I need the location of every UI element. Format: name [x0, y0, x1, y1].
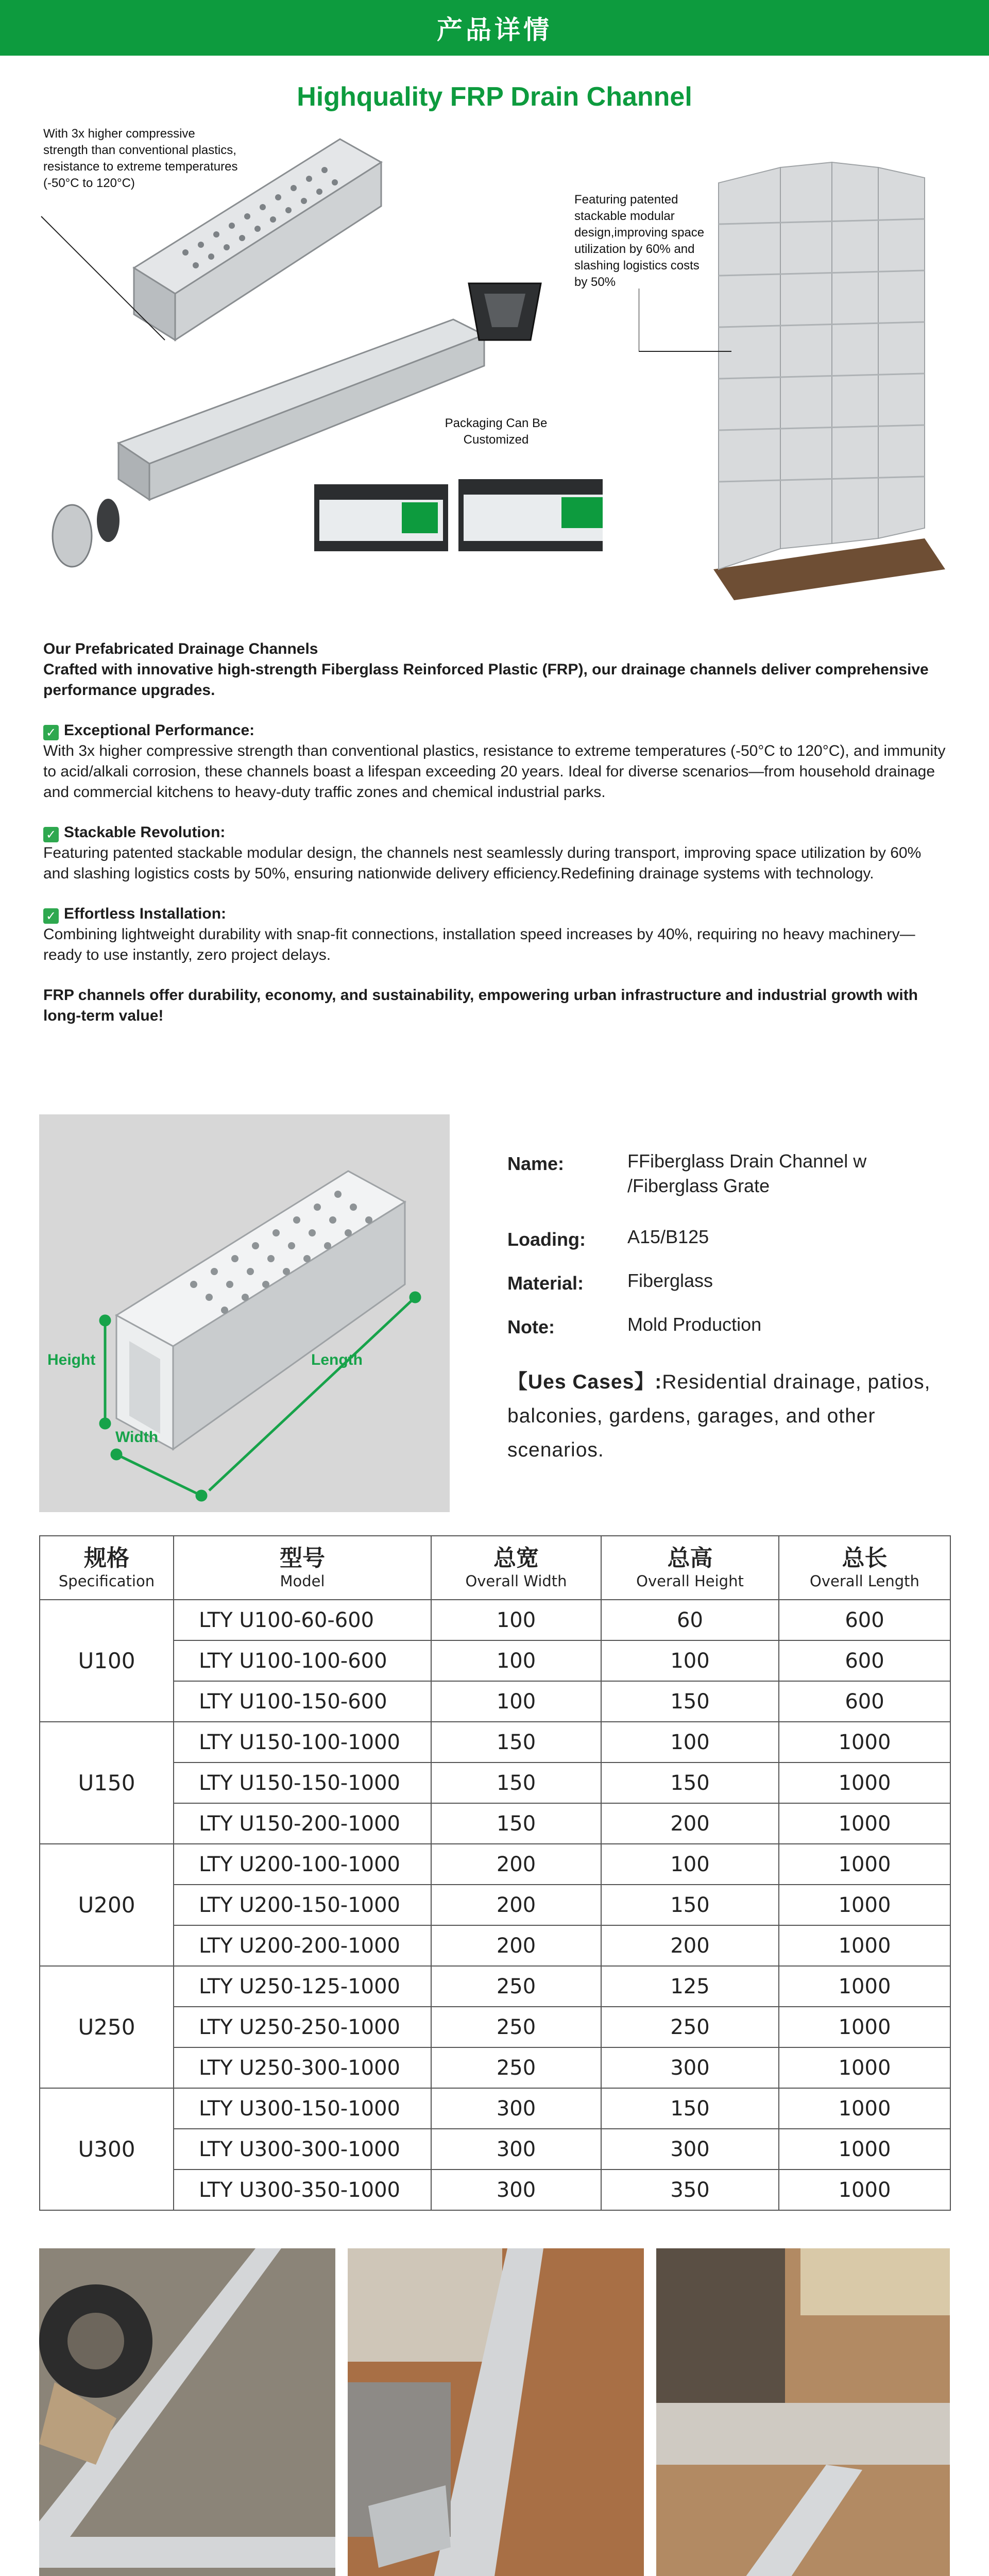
- width-cell: 250: [431, 2007, 601, 2047]
- width-cell: 100: [431, 1600, 601, 1640]
- product-hero-illustration: [31, 124, 603, 587]
- model-cell: LTY U150-200-1000: [174, 1803, 431, 1844]
- install-photo-3: [656, 2248, 950, 2576]
- page-banner: 产品详情: [0, 0, 989, 56]
- spec-material-label: Material:: [507, 1273, 584, 1294]
- table-row: [40, 1966, 950, 2007]
- height-cell: 125: [601, 1966, 779, 2007]
- table-row: [40, 2088, 950, 2129]
- width-cell: 250: [431, 1966, 601, 2007]
- height-cell: 200: [601, 1803, 779, 1844]
- feature-title-stackable: ✓ Stackable Revolution:: [43, 822, 950, 843]
- width-cell: 150: [431, 1722, 601, 1762]
- check-icon: ✓: [43, 908, 59, 924]
- model-cell: LTY U200-150-1000: [174, 1885, 431, 1925]
- table-header-row: [40, 1536, 950, 1600]
- table-row: [40, 2170, 950, 2210]
- width-cell: 100: [431, 1681, 601, 1722]
- length-cell: 1000: [779, 1722, 950, 1762]
- width-cell: 200: [431, 1925, 601, 1966]
- length-cell: 1000: [779, 1966, 950, 2007]
- width-label: Width: [115, 1429, 159, 1446]
- height-cell: 150: [601, 2088, 779, 2129]
- table-row: [40, 2007, 950, 2047]
- spec-cell: U150: [40, 1722, 174, 1844]
- col-header-length: 总长 Overall Length: [779, 1536, 950, 1600]
- model-cell: LTY U150-150-1000: [174, 1762, 431, 1803]
- model-cell: LTY U300-350-1000: [174, 2170, 431, 2210]
- install-photo-2: [348, 2248, 644, 2576]
- table-row: [40, 1844, 950, 1885]
- width-cell: 300: [431, 2129, 601, 2170]
- model-cell: LTY U300-300-1000: [174, 2129, 431, 2170]
- height-cell: 100: [601, 1844, 779, 1885]
- table-row: [40, 1600, 950, 1640]
- compressive-strength-callout: With 3x higher compressive strength than conventional plastics, resistance to extreme temperatures (-50°C to 120°C): [43, 127, 238, 190]
- width-cell: 100: [431, 1640, 601, 1681]
- width-cell: 200: [431, 1844, 601, 1885]
- feature-text-installation: Combining lightweight durability with snap-fit connections, installation speed increases by 40%, requiring no heavy machinery—ready to use instantly, zero project delays.: [43, 926, 915, 963]
- table-row: [40, 1762, 950, 1803]
- spec-cell: U250: [40, 1966, 174, 2088]
- width-cell: 200: [431, 1885, 601, 1925]
- table-row: [40, 1885, 950, 1925]
- model-cell: LTY U300-150-1000: [174, 2088, 431, 2129]
- width-cell: 150: [431, 1762, 601, 1803]
- length-cell: 1000: [779, 2170, 950, 2210]
- intro-heading: Our Prefabricated Drainage Channels: [43, 640, 318, 657]
- table-row: [40, 1803, 950, 1844]
- col-header-model: 型号 Model: [174, 1536, 431, 1600]
- model-cell: LTY U100-150-600: [174, 1681, 431, 1722]
- dimension-diagram: [39, 1114, 450, 1512]
- stackable-callout: Featuring patented stackable modular design,improving space utilization by 60% and slashing logistics costs by 50%: [574, 193, 705, 289]
- height-cell: 350: [601, 2170, 779, 2210]
- spec-name-value: FFiberglass Drain Channel w /Fiberglass Grate: [627, 1150, 867, 1196]
- model-cell: LTY U250-125-1000: [174, 1966, 431, 2007]
- use-cases: [507, 1365, 945, 1467]
- length-cell: 1000: [779, 1803, 950, 1844]
- height-cell: 300: [601, 2129, 779, 2170]
- length-cell: 600: [779, 1640, 950, 1681]
- spec-note-label: Note:: [507, 1316, 555, 1337]
- model-cell: LTY U200-200-1000: [174, 1925, 431, 1966]
- model-cell: LTY U250-300-1000: [174, 2047, 431, 2088]
- spec-material-value: Fiberglass: [627, 1270, 713, 1291]
- use-cases-label: 【Ues Cases】:: [507, 1371, 662, 1393]
- table-row: [40, 1722, 950, 1762]
- packaging-callout: Packaging Can Be Customized: [445, 416, 548, 447]
- product-intro: [43, 639, 950, 1026]
- model-cell: LTY U250-250-1000: [174, 2007, 431, 2047]
- model-cell: LTY U200-100-1000: [174, 1844, 431, 1885]
- height-cell: 150: [601, 1885, 779, 1925]
- spec-note-value: Mold Production: [627, 1314, 762, 1335]
- height-cell: 60: [601, 1600, 779, 1640]
- feature-title-installation: ✓ Effortless Installation:: [43, 904, 950, 924]
- length-cell: 600: [779, 1681, 950, 1722]
- spec-table: [39, 1535, 951, 2211]
- callout-leader-line: [639, 289, 742, 355]
- height-cell: 150: [601, 1681, 779, 1722]
- spec-cell: U200: [40, 1844, 174, 1966]
- use-cases-text: Residential drainage, patios, balconies, gardens, garages, and other scenarios.: [507, 1371, 931, 1461]
- length-cell: 1000: [779, 2129, 950, 2170]
- length-cell: 1000: [779, 2047, 950, 2088]
- model-cell: LTY U150-100-1000: [174, 1722, 431, 1762]
- height-cell: 300: [601, 2047, 779, 2088]
- table-row: [40, 1925, 950, 1966]
- height-cell: 150: [601, 1762, 779, 1803]
- spec-cell: U300: [40, 2088, 174, 2210]
- page-title: Highquality FRP Drain Channel: [297, 82, 692, 112]
- table-row: [40, 1681, 950, 1722]
- col-header-width: 总宽 Overall Width: [431, 1536, 601, 1600]
- col-header-spec: 规格 Specification: [40, 1536, 174, 1600]
- model-cell: LTY U100-100-600: [174, 1640, 431, 1681]
- length-cell: 1000: [779, 2088, 950, 2129]
- feature-text-performance: With 3x higher compressive strength than conventional plastics, resistance to extreme temperatures (-50°C to 120°C), and immunity to acid/alkali corrosion, these channels boast a lifespan exceeding 20 years. Ideal for diverse scenarios—from household drainage and commercial kitchens to heavy-duty traffic zones and chemical industrial parks.: [43, 742, 946, 801]
- width-cell: 150: [431, 1803, 601, 1844]
- col-header-height: 总高 Overall Height: [601, 1536, 779, 1600]
- length-cell: 1000: [779, 1925, 950, 1966]
- table-row: [40, 2129, 950, 2170]
- check-icon: ✓: [43, 827, 59, 842]
- length-cell: 1000: [779, 1844, 950, 1885]
- height-cell: 100: [601, 1640, 779, 1681]
- length-label: Length: [311, 1351, 363, 1368]
- height-cell: 250: [601, 2007, 779, 2047]
- install-photo-1: [39, 2248, 335, 2576]
- spec-cell: U100: [40, 1600, 174, 1722]
- height-cell: 200: [601, 1925, 779, 1966]
- check-icon: ✓: [43, 725, 59, 740]
- table-row: [40, 1640, 950, 1681]
- spec-loading-value: A15/B125: [627, 1226, 709, 1247]
- length-cell: 1000: [779, 1762, 950, 1803]
- length-cell: 600: [779, 1600, 950, 1640]
- feature-title-performance: ✓ Exceptional Performance:: [43, 720, 950, 741]
- feature-text-stackable: Featuring patented stackable modular design, the channels nest seamlessly during transport, improving space utilization by 60% and slashing logistics costs by 50%, ensuring nationwide delivery efficiency.Redefining drainage systems with technology.: [43, 844, 922, 882]
- table-row: [40, 2047, 950, 2088]
- length-cell: 1000: [779, 1885, 950, 1925]
- model-cell: LTY U100-60-600: [174, 1600, 431, 1640]
- length-cell: 1000: [779, 2007, 950, 2047]
- height-label: Height: [47, 1351, 96, 1368]
- spec-name-label: Name:: [507, 1153, 565, 1174]
- intro-lead: Crafted with innovative high-strength Fiberglass Reinforced Plastic (FRP), our drainage channels deliver comprehensive performance upgrades.: [43, 661, 929, 699]
- height-cell: 100: [601, 1722, 779, 1762]
- spec-loading-label: Loading:: [507, 1229, 586, 1250]
- width-cell: 300: [431, 2088, 601, 2129]
- stacked-channels-photo: [698, 147, 950, 600]
- width-cell: 300: [431, 2170, 601, 2210]
- intro-closing: FRP channels offer durability, economy, and sustainability, empowering urban infrastructure and industrial growth with long-term value!: [43, 987, 918, 1024]
- width-cell: 250: [431, 2047, 601, 2088]
